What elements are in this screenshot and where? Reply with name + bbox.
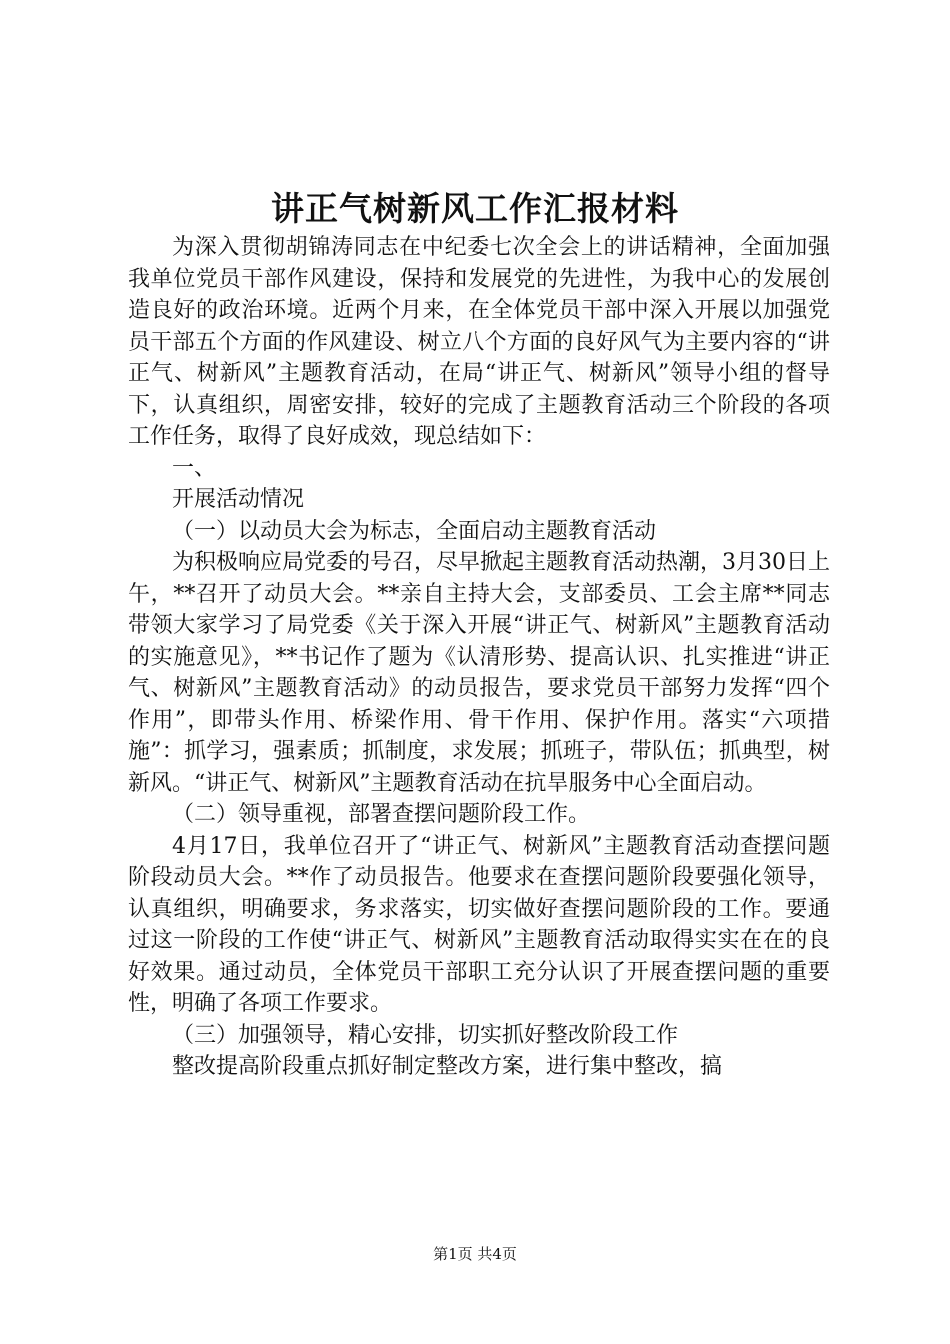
subsection-heading-1: （一）以动员大会为标志，全面启动主题教育活动 xyxy=(172,518,657,544)
intro-paragraph: 为深入贯彻胡锦涛同志在中纪委七次全会上的讲话精神，全面加强我单位党员干部作风建设，保持和发展党的先进性，为我中心的发展创造良好的政治环境。近两个月来，在全体党员干部中深入开展以加强党员干部五个方面的作风建设、树立八个方面的良好风气为主要内容的“讲正气、树新风”主题教育活动，在局“讲正气、树新风”领导小组的督导下，认真组织，周密安排，较好的完成了主题教育活动三个阶段的各项工作任务，取得了良好成效，现总结如下： xyxy=(128,235,830,449)
document-title: 讲正气树新风工作汇报材料 xyxy=(271,189,679,228)
section-heading: 开展活动情况 xyxy=(172,487,305,512)
page-footer: 第1页 共4页 xyxy=(433,1245,517,1263)
document-body xyxy=(128,232,830,1083)
subsection-heading-3: （三）加强领导，精心安排，切实抓好整改阶段工作 xyxy=(172,1022,679,1048)
subsection-paragraph-1: 为积极响应局党委的号召，尽早掀起主题教育活动热潮，3月30日上午，**召开了动员大会。**亲自主持大会，支部委员、工会主席**同志带领大家学习了局党委《关于深入开展“讲正气、树新风”主题教育活动的实施意见》，**书记作了题为《认清形势、提高认识、扎实推进“讲正气、树新风”主题教育活动》的动员报告，要求党员干部努力发挥“四个作用”，即带头作用、桥梁作用、骨干作用、保护作用。落实“六项措施”：抓学习，强素质；抓制度，求发展；抓班子，带队伍；抓典型，树新风。“讲正气、树新风”主题教育活动在抗旱服务中心全面启动。 xyxy=(128,550,830,796)
subsection-paragraph-2: 4月17日，我单位召开了“讲正气、树新风”主题教育活动查摆问题阶段动员大会。**作了动员报告。他要求在查摆问题阶段要强化领导，认真组织，明确要求，务求落实，切实做好查摆问题阶段的工作。要通过这一阶段的工作使“讲正气、树新风”主题教育活动取得实实在在的良好效果。通过动员，全体党员干部职工充分认识了开展查摆问题的重要性，明确了各项工作要求。 xyxy=(128,833,830,1016)
subsection-paragraph-3: 整改提高阶段重点抓好制定整改方案，进行集中整改，搞 xyxy=(172,1054,723,1079)
section-number: 一、 xyxy=(172,455,217,481)
subsection-heading-2: （二）领导重视，部署查摆问题阶段工作。 xyxy=(172,802,591,827)
